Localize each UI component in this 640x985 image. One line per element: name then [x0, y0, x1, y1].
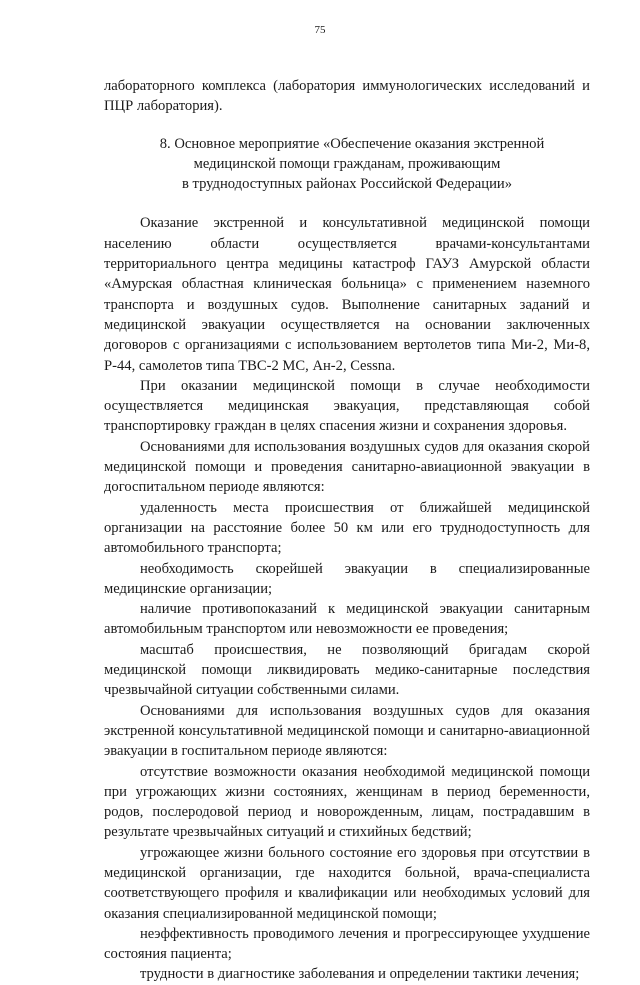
paragraph-7: масштаб происшествия, не позволяющий бригадам скорой медицинской помощи ликвидировать медико-санитарные последствия чрезвычайной ситуации собственными силами. [104, 641, 590, 699]
paragraph-1: Оказание экстренной и консультативной медицинской помощи населению области осуществляется врачами-консультантами территориального центра медицины катастроф ГАУЗ Амурской области «Амурская областная клиническая больница» с применением наземного транспорта и воздушных судов. Выполнение санитарных заданий и медицинской эвакуации осуществляется на основании заключенных договоров с организациями с использованием вертолетов типа Ми-2, Ми-8, Р-44, самолетов типа ТВС-2 МС, Ан-2, Cessna. [104, 215, 590, 374]
paragraph-4: удаленность места происшествия от ближайшей медицинской организации на расстояние более 50 км или его труднодоступность для автомобильного транспорта; [104, 499, 590, 557]
paragraph-9: отсутствие возможности оказания необходимой медицинской помощи при угрожающих жизни состояниях, женщинам в период беременности, родов, послеродовой период и новорожденным, лицам, пострадавшим в результате чрезвычайных ситуаций и стихийных бедствий; [104, 763, 590, 841]
section-heading-line-3: в труднодоступных районах Российской Федерации» [181, 176, 512, 193]
paragraph-8: Основаниями для использования воздушных судов для оказания экстренной консультативной медицинской помощи и санитарно-авиационной эвакуации в госпитальном периоде являются: [104, 702, 590, 760]
page-number: 75 [314, 24, 326, 36]
paragraph-2: При оказании медицинской помощи в случае необходимости осуществляется медицинская эвакуация, представляющая собой транспортировку граждан в целях спасения жизни и сохранения здоровья. [104, 377, 590, 435]
section-heading-line-1: 8. Основное мероприятие «Обеспечение оказания экстренной [159, 135, 545, 152]
intro-paragraph: лабораторного комплекса (лаборатория иммунологических исследований и ПЦР лаборатория). [104, 78, 590, 115]
document-body [104, 76, 590, 985]
paragraph-10: угрожающее жизни больного состояние его здоровья при отсутствии в медицинской организации, где находится больной, врача-специалиста соответствующего профиля и квалификации или необходимых условий для оказания специализированной медицинской помощи; [104, 844, 590, 922]
section-heading [104, 134, 590, 195]
paragraph-3: Основаниями для использования воздушных судов для оказания скорой медицинской помощи и проведения санитарно-авиационной эвакуации в догоспитальном периоде являются: [104, 438, 590, 496]
section-heading-line-2: медицинской помощи гражданам, проживающим [193, 155, 501, 172]
paragraph-6: наличие противопоказаний к медицинской эвакуации санитарным автомобильным транспортом или невозможности ее проведения; [104, 601, 590, 638]
paragraph-5: необходимость скорейшей эвакуации в специализированные медицинские организации; [104, 560, 590, 597]
paragraph-11: неэффективность проводимого лечения и прогрессирующее ухудшение состояния пациента; [104, 925, 590, 963]
paragraph-12: трудности в диагностике заболевания и определении тактики лечения; [140, 966, 580, 983]
